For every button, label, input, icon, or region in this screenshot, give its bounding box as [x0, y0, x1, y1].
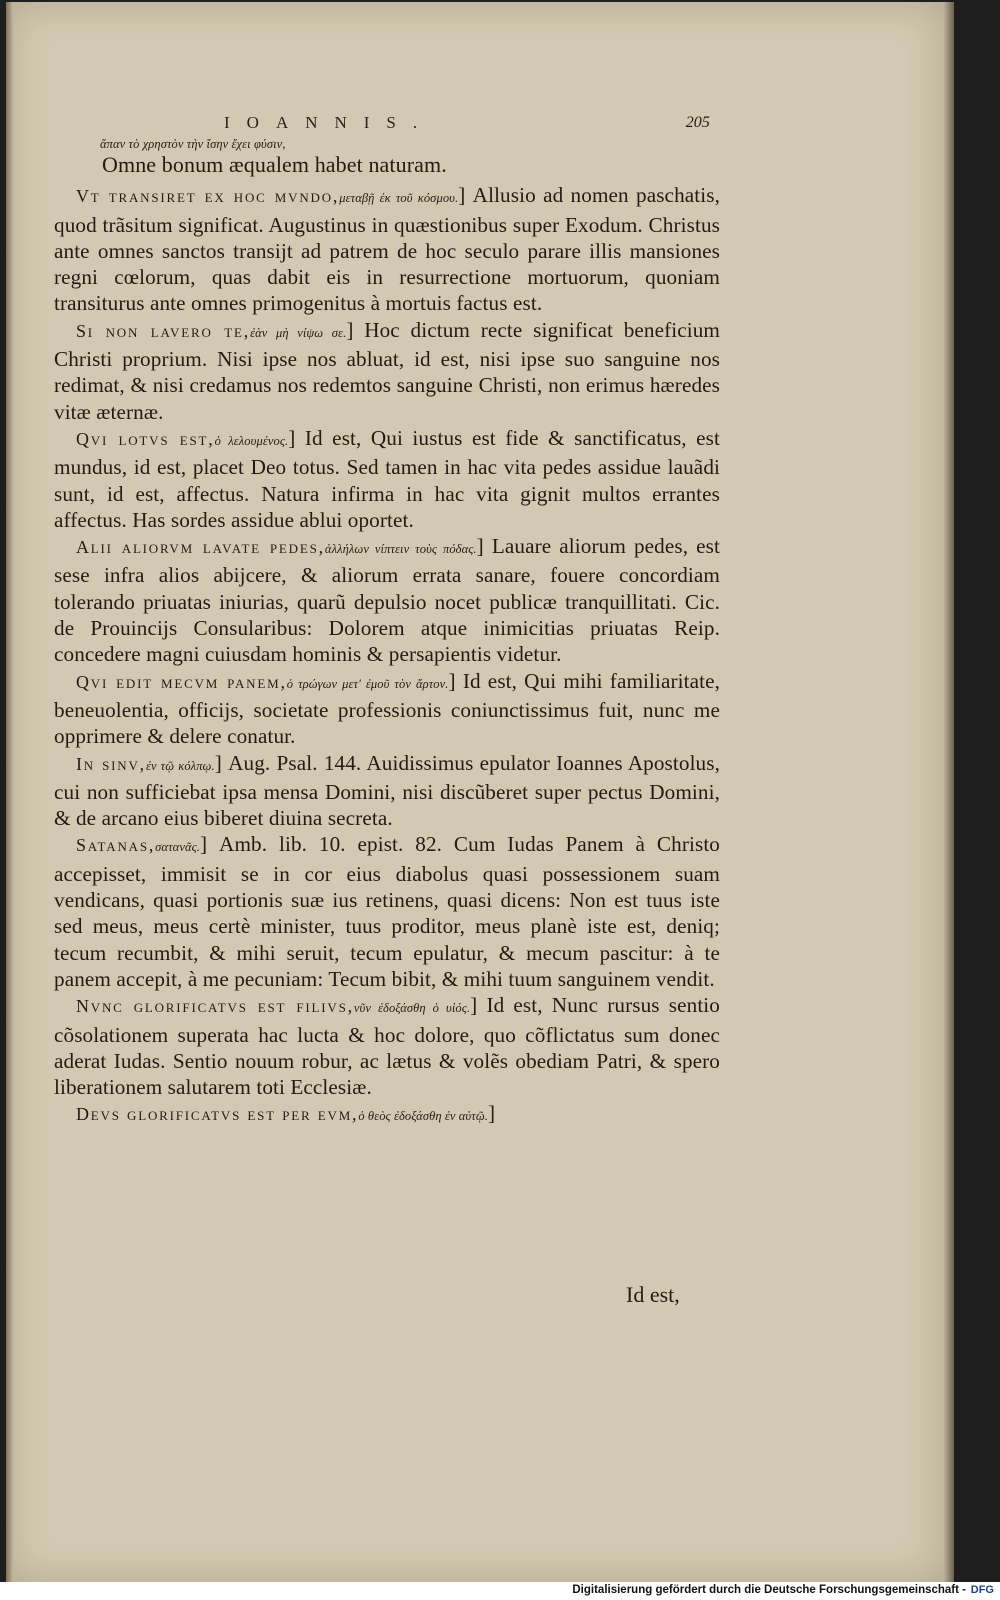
- footer-bar: [0, 1582, 1000, 1600]
- catchword: Id est,: [626, 1282, 680, 1307]
- greek-gloss: ἐν τῷ κόλπῳ.: [145, 758, 215, 773]
- paragraph: [54, 831, 720, 992]
- commentary-text: ] Lauare aliorum pedes, est sese infra alios abijcere, & aliorum errata sanare, fouere concordiam tolerando priuatas iniurias, quarũ depulsio nocet publicæ tranquillitati. Cic. de Prouincijs Consularibus: Dolorem atque inimicitias priuatas Reip. concedere magni cuiusdam hominis & persapientis videtur.: [54, 534, 720, 667]
- text-block: [54, 110, 720, 1130]
- commentary-text: ] Id est, Qui mihi familiaritate, beneuolentia, officijs, societate professionis coniunctissimus fuit, nunc me opprimere & delere conatur.: [54, 668, 721, 749]
- paragraph: [54, 317, 720, 425]
- paragraph: [54, 1100, 720, 1129]
- lemma: Vt transiret ex hoc mvndo,: [76, 186, 340, 207]
- greek-gloss: σατανᾶς.: [155, 840, 201, 855]
- page-edge: [944, 2, 954, 1582]
- lemma: Nvnc glorificatvs est filivs,: [76, 996, 354, 1017]
- running-title: IOANNIS.: [224, 113, 435, 132]
- intro-latin: Omne bonum æqualem habet naturam.: [102, 152, 447, 177]
- dfg-logo: DFG: [970, 1584, 994, 1596]
- greek-gloss: ὁ θεὸς ἐδοξάσθη ἐν αὐτῷ.: [358, 1109, 488, 1124]
- lemma: Si non lavero te,: [76, 320, 251, 341]
- commentary-text: ] Id est, Qui iustus est fide & sanctificatus, est mundus, id est, placet Deo totus. Sed tamen in hac vita pedes assidue lauãdi sunt, id est, affectus. Natura infirma in hac vita gignit multos errantes affectus. Has sordes assidue ablui oportet.: [54, 425, 720, 532]
- page-number: 205: [685, 114, 710, 131]
- commentary-text: ] Aug. Psal. 144. Auidissimus epulator Ioannes Apostolus, cui non sufficiebat ipsa mensa Domini, nisi discũberet super pectus Domini, & de arcano eius biberet diuina secreta.: [54, 750, 720, 831]
- lemma: Alii aliorvm lavate pedes,: [76, 537, 325, 558]
- lemma: Qvi lotvs est,: [76, 428, 215, 449]
- intro-greek: ἅπαν τὸ χρηστὸν τὴν ἴσην ἔχει φύσιν,: [100, 137, 286, 151]
- paragraph: [54, 182, 720, 316]
- commentary-text: ] Amb. lib. 10. epist. 82. Cum Iudas Panem à Christo accepisset, immisit se in cor eius diabolus quasi possessionem suam vendicans, quasi portionis suæ ius retinens, quasi dicens: Non est tuus iste sed meus, meus certè minister, tuus proditor, meus planè iste est, deniq; tecum recumbit, & mihi seruit, tecum epulatur, & mecum pascitur: à te panem accepit, à me pecuniam: Tecum bibit, & mihi tuum sanguinem vendit.: [54, 832, 720, 991]
- greek-gloss: ὁ λελουμένος.: [214, 433, 289, 448]
- lemma: Satanas,: [76, 835, 156, 856]
- page-header: [54, 110, 720, 136]
- greek-gloss: μεταβῇ ἐκ τοῦ κόσμου.: [339, 191, 459, 206]
- commentary-text: ] Id est, Nunc rursus sentio cõsolationem superata hac lucta & hoc dolore, quo cõflictatus sum donec aderat Iudas. Sentio nouum robur, ac lætus & volẽs obediam Patri, & spero liberationem salutarem toti Ecclesiæ.: [54, 993, 720, 1100]
- lemma: Qvi edit mecvm panem,: [76, 671, 287, 692]
- book-page: [6, 2, 944, 1582]
- paragraph: [54, 992, 720, 1100]
- funding-note: Digitalisierung gefördert durch die Deutsche Forschungsgemeinschaft -: [572, 1584, 966, 1596]
- commentary-text: ] Allusio ad nomen paschatis, quod trãsitum significat. Augustinus in quæstionibus super Exodum. Christus ante omnes sanctos transijt ad patrem de hoc seculo parare illis mansiones regni cœlorum, quas dabit eis in resurrectione mortuorum, quoniam transiturus ante omnes primogenitus à mortuis factus est.: [54, 183, 720, 316]
- greek-gloss: ὁ τρώγων μετ' ἐμοῦ τὸν ἄρτον.: [286, 676, 449, 691]
- paragraph: [54, 750, 720, 832]
- paragraph: [54, 533, 720, 667]
- greek-gloss: νῦν ἐδοξάσθη ὁ υἱός.: [353, 1001, 471, 1016]
- commentary-text: ]: [487, 1101, 496, 1126]
- commentary-text: ] Hoc dictum recte significat beneficium Christi proprium. Nisi ipse nos abluat, id est, nisi ipse suo sanguine nos redimat, & nisi credamus nos redemtos sanguine Christi, non erimus hæredes vitæ æternæ.: [54, 317, 721, 424]
- greek-gloss: ἐὰν μὴ νίψω σε.: [250, 325, 347, 340]
- paragraph: [54, 425, 720, 533]
- lemma: Devs glorificatvs est per evm,: [76, 1104, 359, 1125]
- greek-gloss: ἀλλήλων νίπτειν τοὺς πόδας.: [324, 542, 477, 557]
- lemma: In sinv,: [76, 753, 146, 774]
- paragraph: [54, 668, 720, 750]
